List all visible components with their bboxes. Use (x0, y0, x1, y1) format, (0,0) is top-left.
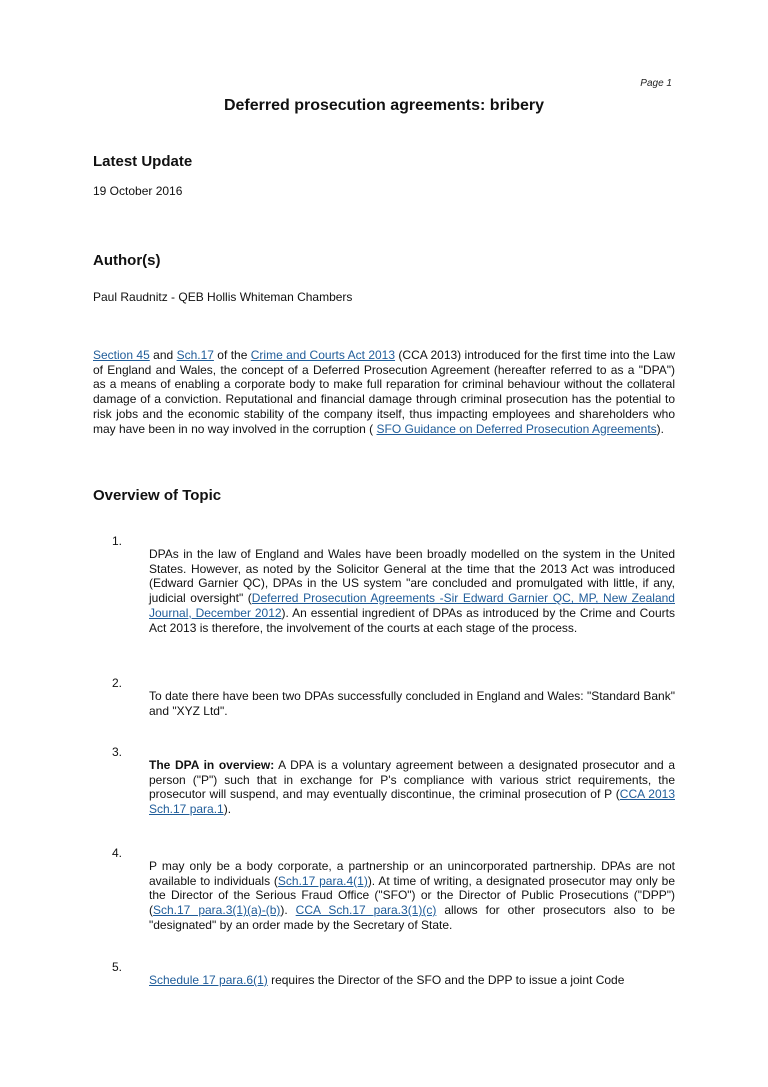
item-number: 1. (112, 534, 123, 548)
item-text-run: allows for other prosecutors also to be "designated" by an order made by the Secretary of State. (149, 903, 675, 932)
sch17-para4-link[interactable]: Sch.17 para.4(1) (277, 873, 368, 888)
item-text-run: ). At time of writing, a designated prosecutor may only be the Director of the Serious Fraud Office ("SFO") or the Director of Public Prosecutions ("DPP") ( (149, 873, 675, 918)
item-text (149, 859, 675, 933)
intro-text: of the (213, 348, 251, 362)
crime-and-courts-act-link[interactable]: Crime and Courts Act 2013 (250, 348, 396, 362)
intro-text: ). (656, 421, 664, 436)
item-text-run: ). (223, 802, 232, 817)
item-text (149, 547, 675, 635)
latest-update-date: 19 October 2016 (93, 184, 183, 198)
cca-sch17-para1-link[interactable]: CCA 2013 Sch.17 para.1 (149, 787, 675, 817)
garnier-article-link[interactable]: Deferred Prosecution Agreements -Sir Edward Garnier QC, MP, New Zealand Journal, December 2012 (149, 591, 675, 620)
item-number: 4. (112, 846, 123, 860)
item-text-run: To date there have been two DPAs successfully concluded in England and Wales: "Standard Bank" and "XYZ Ltd". (149, 689, 675, 718)
sfo-guidance-link[interactable]: SFO Guidance on Deferred Prosecution Agreements (376, 421, 657, 436)
item-text-run: ). (280, 903, 296, 918)
cca-sch17-para3-1-c-link[interactable]: CCA Sch.17 para.3(1)(c) (295, 903, 437, 918)
item-text-run: DPAs in the law of England and Wales have been broadly modelled on the system in the United States. However, as noted by the Solicitor General at the time that the 2013 Act was introduced (Edward Garnier QC), DPAs in the US system "are concluded and promulgated with little, if any, judicial oversight" ( (149, 547, 675, 606)
item-number: 2. (112, 676, 123, 690)
sch-17-link[interactable]: Sch.17 (176, 348, 214, 362)
overview-heading: Overview of Topic (93, 487, 222, 504)
item-text-run: ). An essential ingredient of DPAs as introduced by the Crime and Courts Act 2013 is therefore, the involvement of the courts at each stage of the process. (149, 605, 675, 635)
page-number: Page 1 (640, 78, 672, 89)
sch17-para3-1-a-b-link[interactable]: Sch.17 para.3(1)(a)-(b) (153, 903, 281, 918)
item-bold-lead: The DPA in overview: (149, 758, 275, 772)
author-name: Paul Raudnitz - QEB Hollis Whiteman Chambers (93, 290, 353, 304)
document-title: Deferred prosecution agreements: bribery (223, 97, 545, 114)
item-text (149, 758, 675, 817)
authors-heading: Author(s) (93, 252, 161, 269)
intro-text: (CCA 2013) introduced for the first time into the Law of England and Wales, the concept of a Deferred Prosecution Agreement (hereafter referred to as a "DPA") as a means of enabling a corporate body to make full reparation for criminal behaviour without the collateral damage of a conviction. Reputational and financial damage through criminal prosecution has the potential to risk jobs and the economic stability of the company itself, thus impacting employees and shareholders who may have been in no way involved in the corruption ( (93, 348, 675, 436)
intro-paragraph (93, 348, 675, 436)
item-text-run: A DPA is a voluntary agreement between a designated prosecutor and a person ("P") such that in exchange for P's compliance with various strict requirements, the prosecutor will suspend, and may eventually discontinue, the criminal prosecution of P ( (149, 758, 676, 802)
item-number: 5. (112, 960, 123, 974)
latest-update-heading: Latest Update (93, 153, 193, 170)
item-text-run: requires the Director of the SFO and the DPP to issue a joint Code (267, 973, 625, 987)
section-45-link[interactable]: Section 45 (93, 348, 150, 362)
item-number: 3. (112, 745, 123, 759)
schedule17-para6-link[interactable]: Schedule 17 para.6(1) (149, 973, 268, 987)
item-text (149, 973, 675, 988)
intro-text: and (149, 348, 177, 362)
item-text-run: P may only be a body corporate, a partnership or an unincorporated partnership. DPAs are not available to individuals ( (149, 859, 675, 888)
item-text (149, 689, 675, 718)
